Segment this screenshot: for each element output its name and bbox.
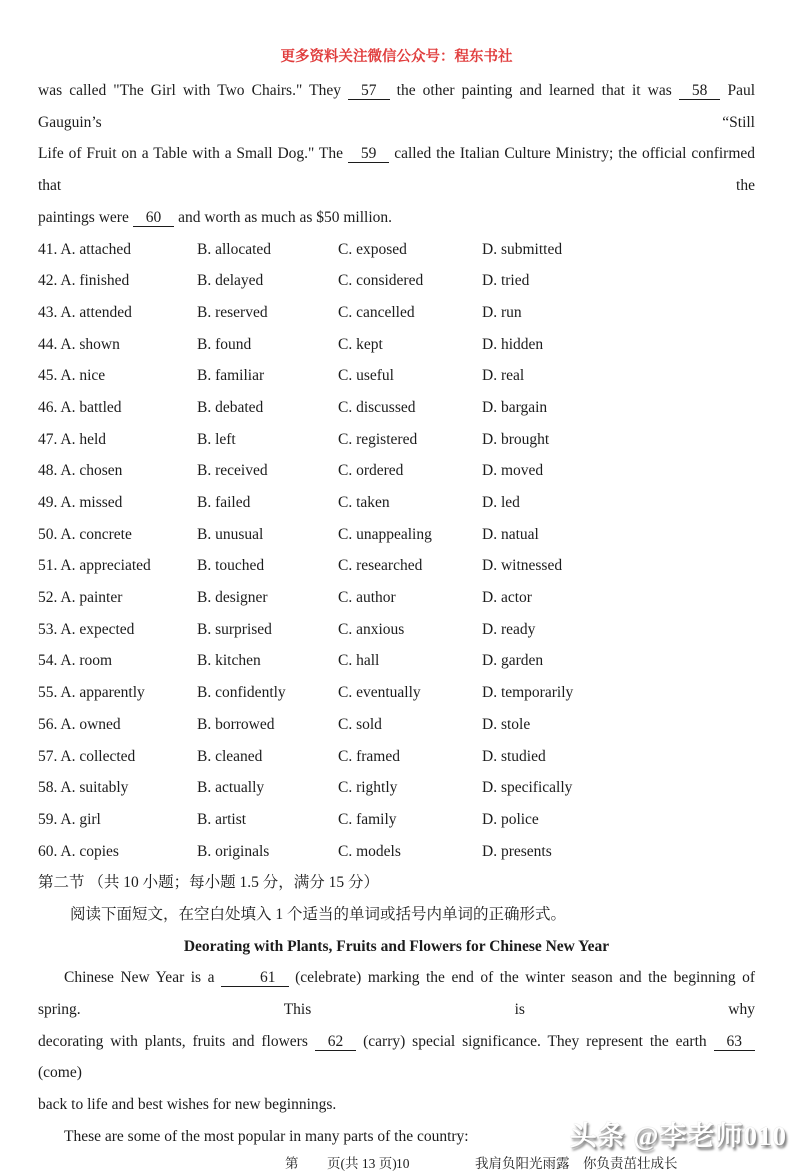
q43-option-b: B. reserved [197, 303, 268, 321]
passage-line: back to life and best wishes for new beginnings. [38, 1096, 337, 1114]
q41-option-a: 41. A. attached [38, 240, 131, 258]
wechat-notice: 更多资料关注微信公众号：程东书社 [280, 49, 513, 65]
q56-option-c: C. sold [338, 715, 382, 733]
q47-option-d: D. brought [482, 430, 550, 448]
question-row-53 [38, 614, 755, 646]
q60-option-a: 60. A. copies [38, 842, 119, 860]
section2-heading: 第二节 （共 10 小题；每小题 1.5 分，满分 15 分） [38, 874, 380, 892]
page-footer [38, 1153, 755, 1175]
q52-option-c: C. author [338, 589, 396, 607]
question-row-56 [38, 709, 755, 741]
q60-option-c: C. models [338, 842, 401, 860]
q51-option-c: C. researched [338, 557, 423, 575]
q46-option-a: 46. A. battled [38, 398, 122, 416]
passage-line: paintings were 60 and worth as much as $50 million. [38, 208, 393, 226]
q59-option-d: D. police [482, 810, 539, 828]
q56-option-a: 56. A. owned [38, 715, 121, 733]
q54-option-d: D. garden [482, 652, 544, 670]
q54-option-b: B. kitchen [197, 652, 261, 670]
question-options-table [38, 234, 755, 868]
q52-option-d: D. actor [482, 589, 532, 607]
q53-option-c: C. anxious [338, 620, 405, 638]
q42-option-a: 42. A. finished [38, 272, 130, 290]
exam-page [0, 48, 793, 1170]
q45-option-b: B. familiar [197, 367, 265, 385]
q54-option-a: 54. A. room [38, 652, 113, 670]
q42-option-b: B. delayed [197, 272, 264, 290]
question-row-60 [38, 836, 755, 868]
passage2-title: Deorating with Plants, Fruits and Flowers for Chinese New Year [183, 937, 610, 955]
q48-option-a: 48. A. chosen [38, 462, 123, 480]
q50-option-d: D. natual [482, 525, 539, 543]
question-row-50 [38, 519, 755, 551]
question-row-52 [38, 582, 755, 614]
q51-option-a: 51. A. appreciated [38, 557, 151, 575]
q46-option-c: C. discussed [338, 398, 416, 416]
q54-option-c: C. hall [338, 652, 380, 670]
q57-option-b: B. cleaned [197, 747, 263, 765]
question-row-47 [38, 424, 755, 456]
q50-option-a: 50. A. concrete [38, 525, 132, 543]
q55-option-d: D. temporarily [482, 684, 574, 702]
q58-option-d: D. specifically [482, 779, 573, 797]
q44-option-d: D. hidden [482, 335, 544, 353]
q42-option-d: D. tried [482, 272, 530, 290]
q58-option-a: 58. A. suitably [38, 779, 129, 797]
q55-option-c: C. eventually [338, 684, 421, 702]
q55-option-a: 55. A. apparently [38, 684, 145, 702]
q58-option-b: B. actually [197, 779, 265, 797]
blank-60: 60 [133, 209, 175, 227]
blank-59: 59 [348, 145, 390, 163]
q53-option-b: B. surprised [197, 620, 272, 638]
q49-option-d: D. led [482, 494, 520, 512]
q50-option-c: C. unappealing [338, 525, 432, 543]
q59-option-c: C. family [338, 810, 397, 828]
q44-option-c: C. kept [338, 335, 383, 353]
q42-option-c: C. considered [338, 272, 424, 290]
passage2-closing: These are some of the most popular in many parts of the country: [64, 1127, 469, 1145]
section2-instruction: 阅读下面短文，在空白处填入 1 个适当的单词或括号内单词的正确形式。 [70, 905, 567, 923]
page-body [38, 75, 755, 1175]
q44-option-b: B. found [197, 335, 252, 353]
passage-line: Chinese New Year is a 61 (celebrate) marking the end of the winter season and the beginning of spring. This is why [38, 969, 755, 1019]
q60-option-b: B. originals [197, 842, 270, 860]
q41-option-c: C. exposed [338, 240, 407, 258]
fill-in-passage [38, 962, 755, 1121]
blank-57: 57 [348, 82, 390, 100]
q60-option-d: D. presents [482, 842, 552, 860]
q51-option-b: B. touched [197, 557, 265, 575]
q44-option-a: 44. A. shown [38, 335, 120, 353]
q45-option-a: 45. A. nice [38, 367, 106, 385]
footer-page-total: 页(共 13 页) [327, 1155, 397, 1171]
q48-option-d: D. moved [482, 462, 544, 480]
q53-option-d: D. ready [482, 620, 536, 638]
q50-option-b: B. unusual [197, 525, 264, 543]
q43-option-a: 43. A. attended [38, 303, 132, 321]
q55-option-b: B. confidently [197, 684, 286, 702]
q46-option-d: D. bargain [482, 398, 548, 416]
blank-58: 58 [679, 82, 721, 100]
q59-option-b: B. artist [197, 810, 247, 828]
footer-page-number: 10 [396, 1155, 410, 1171]
q51-option-d: D. witnessed [482, 557, 563, 575]
footer-page-prefix: 第 [285, 1155, 299, 1171]
q43-option-d: D. run [482, 303, 522, 321]
q48-option-b: B. received [197, 462, 268, 480]
question-row-43 [38, 297, 755, 329]
blank-62: 62 [315, 1033, 357, 1051]
q59-option-a: 59. A. girl [38, 810, 101, 828]
q49-option-b: B. failed [197, 494, 251, 512]
q53-option-a: 53. A. expected [38, 620, 135, 638]
q41-option-d: D. submitted [482, 240, 563, 258]
question-row-41 [38, 234, 755, 266]
q57-option-d: D. studied [482, 747, 546, 765]
passage-line: was called "The Girl with Two Chairs." They 57 the other painting and learned that it was 58 Paul Gauguin’s “Still [38, 82, 756, 131]
passage-line: decorating with plants, fruits and flowers 62 (carry) special significance. They represent the earth 63 (come) [38, 1026, 755, 1089]
question-row-48 [38, 455, 755, 487]
question-row-45 [38, 360, 755, 392]
q56-option-d: D. stole [482, 715, 531, 733]
q43-option-c: C. cancelled [338, 303, 415, 321]
q45-option-c: C. useful [338, 367, 394, 385]
footer-motto: 我肩负阳光雨露 你负责茁壮成长 [475, 1155, 678, 1171]
cloze-passage [38, 75, 755, 234]
q47-option-a: 47. A. held [38, 430, 107, 448]
question-row-44 [38, 329, 755, 361]
q57-option-c: C. framed [338, 747, 400, 765]
q45-option-d: D. real [482, 367, 525, 385]
q46-option-b: B. debated [197, 398, 264, 416]
q47-option-c: C. registered [338, 430, 418, 448]
q47-option-b: B. left [197, 430, 236, 448]
q49-option-a: 49. A. missed [38, 494, 123, 512]
toutiao-watermark: 头条 @李老师010 [569, 1121, 787, 1151]
q52-option-b: B. designer [197, 589, 268, 607]
q58-option-c: C. rightly [338, 779, 398, 797]
question-row-49 [38, 487, 755, 519]
q49-option-c: C. taken [338, 494, 390, 512]
q52-option-a: 52. A. painter [38, 589, 123, 607]
q56-option-b: B. borrowed [197, 715, 275, 733]
q41-option-b: B. allocated [197, 240, 272, 258]
question-row-54 [38, 645, 755, 677]
question-row-51 [38, 550, 755, 582]
q57-option-a: 57. A. collected [38, 747, 136, 765]
question-row-59 [38, 804, 755, 836]
blank-63: 63 [714, 1033, 756, 1051]
question-row-42 [38, 265, 755, 297]
q48-option-c: C. ordered [338, 462, 404, 480]
blank-61: 61 [221, 969, 289, 987]
question-row-58 [38, 772, 755, 804]
question-row-57 [38, 741, 755, 773]
passage-line: Life of Fruit on a Table with a Small Dog." The 59 called the Italian Culture Ministry; the official confirmed that the [38, 145, 756, 195]
question-row-55 [38, 677, 755, 709]
question-row-46 [38, 392, 755, 424]
